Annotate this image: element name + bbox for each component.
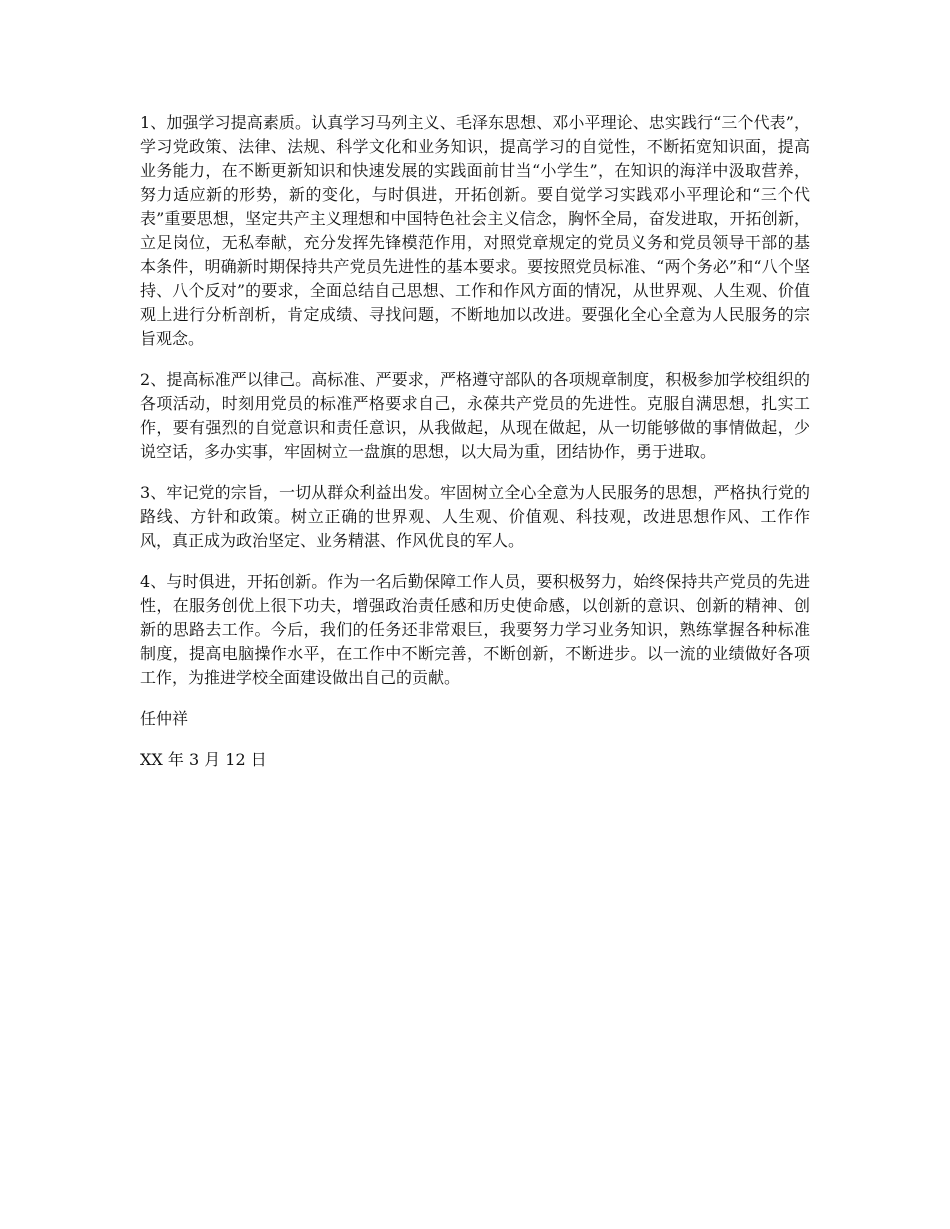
document-body xyxy=(140,111,810,789)
signature-name: 任仲祥 xyxy=(140,709,189,728)
paragraph-1: 1、加强学习提高素质。认真学习马列主义、毛泽东思想、邓小平理论、忠实践行“三个代表”，学习党政策、法律、法规、科学文化和业务知识，提高学习的自觉性，不断拓宽知识面，提高业务能力，在不断更新知识和快速发展的实践面前甘当“小学生”，在知识的海洋中汲取营养，努力适应新的形势，新的变化，与时俱进，开拓创新。要自觉学习实践邓小平理论和“三个代表”重要思想，坚定共产主义理想和中国特色社会主义信念，胸怀全局，奋发进取，开拓创新，立足岗位，无私奉献，充分发挥先锋模范作用，对照党章规定的党员义务和党员领导干部的基本条件，明确新时期保持共产党员先进性的基本要求。要按照党员标准、“两个务必”和“八个坚持、八个反对”的要求，全面总结自己思想、工作和作风方面的情况，从世界观、人生观、价值观上进行分析剖析，肯定成绩、寻找问题，不断地加以改进。要强化全心全意为人民服务的宗旨观念。 xyxy=(140,113,810,348)
paragraph-4: 4、与时俱进，开拓创新。作为一名后勤保障工作人员，要积极努力，始终保持共产党员的先进性，在服务创优上很下功夫，增强政治责任感和历史使命感，以创新的意识、创新的精神、创新的思路去工作。今后，我们的任务还非常艰巨，我要努力学习业务知识，熟练掌握各种标准制度，提高电脑操作水平，在工作中不断完善，不断创新，不断进步。以一流的业绩做好各项工作，为推进学校全面建设做出自己的贡献。 xyxy=(140,572,810,687)
document-date: XX 年 3 月 12 日 xyxy=(140,750,267,769)
paragraph-2: 2、提高标准严以律己。高标准、严要求，严格遵守部队的各项规章制度，积极参加学校组织的各项活动，时刻用党员的标准严格要求自己，永葆共产党员的先进性。克服自满思想，扎实工作，要有强烈的自觉意识和责任意识，从我做起，从现在做起，从一切能够做的事情做起，少说空话，多办实事，牢固树立一盘旗的思想，以大局为重，团结协作，勇于进取。 xyxy=(140,370,810,461)
paragraph-3: 3、牢记党的宗旨，一切从群众利益出发。牢固树立全心全意为人民服务的思想，严格执行党的路线、方针和政策。树立正确的世界观、人生观、价值观、科技观，改进思想作风、工作作风，真正成为政治坚定、业务精湛、作风优良的军人。 xyxy=(140,483,810,550)
